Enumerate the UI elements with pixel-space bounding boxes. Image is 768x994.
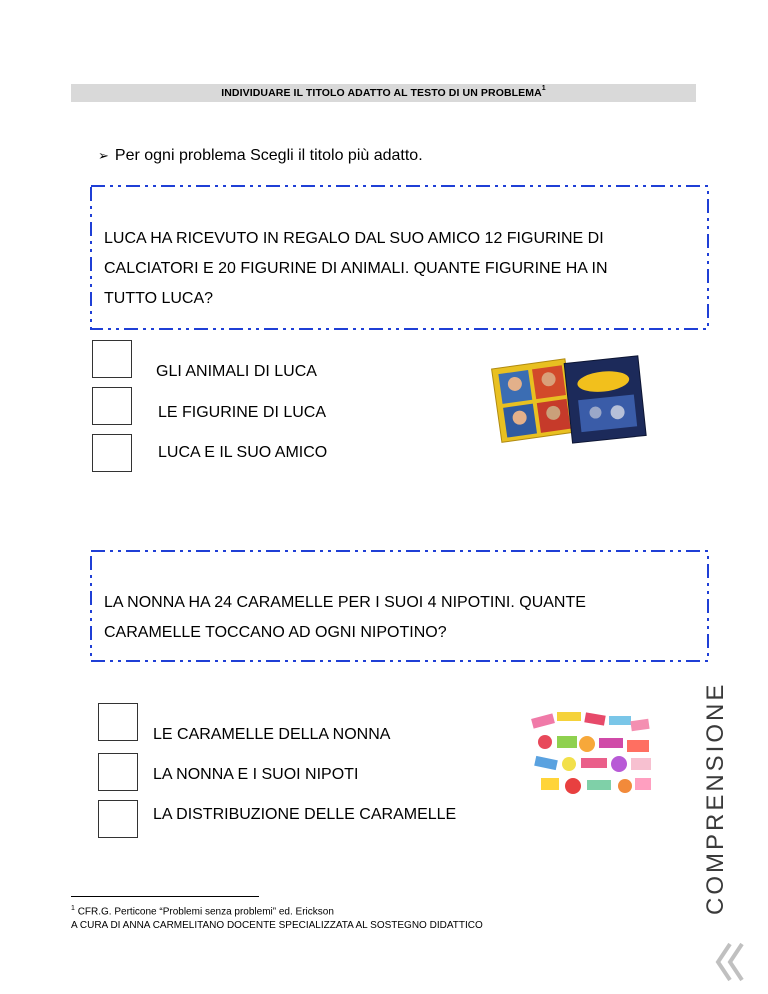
- footnote-text: CFR.G. Perticone “Problemi senza problemi” ed. Erickson: [77, 906, 334, 918]
- problem2-line: LA NONNA HA 24 CARAMELLE PER I SUOI 4 NIPOTINI. QUANTE: [104, 594, 586, 611]
- instruction-text: Per ogni problema Scegli il titolo più adatto.: [114, 147, 423, 164]
- title-text: INDIVIDUARE IL TITOLO ADATTO AL TESTO DI UN PROBLEMA: [221, 87, 542, 99]
- chevron-left-icon: [714, 940, 750, 984]
- option-label: LE CARAMELLE DELLA NONNA: [153, 726, 391, 743]
- option-checkbox[interactable]: [98, 800, 138, 838]
- footnote: [71, 905, 334, 917]
- credit: A CURA DI ANNA CARMELITANO DOCENTE SPECIALIZZATA AL SOSTEGNO DIDATTICO: [71, 920, 483, 931]
- option-label: LE FIGURINE DI LUCA: [158, 404, 327, 421]
- side-label: COMPRENSIONE: [702, 681, 729, 915]
- option-checkbox[interactable]: [92, 434, 132, 472]
- problem1-line: CALCIATORI E 20 FIGURINE DI ANIMALI. QUANTE FIGURINE HA IN: [104, 260, 608, 277]
- problem2-text: [104, 588, 586, 648]
- option-label: LA DISTRIBUZIONE DELLE CARAMELLE: [153, 806, 457, 823]
- option-checkbox[interactable]: [92, 387, 132, 425]
- sticker-packs-image: [490, 352, 652, 444]
- option-checkbox[interactable]: [98, 703, 138, 741]
- option-label: GLI ANIMALI DI LUCA: [156, 363, 317, 380]
- footnote-divider: [71, 896, 259, 897]
- instruction: [98, 147, 423, 165]
- option-checkbox[interactable]: [98, 753, 138, 791]
- problem1-text: [104, 224, 608, 314]
- problem1-line: LUCA HA RICEVUTO IN REGALO DAL SUO AMICO 12 FIGURINE DI: [104, 230, 604, 247]
- problem2-line: CARAMELLE TOCCANO AD OGNI NIPOTINO?: [104, 624, 447, 641]
- footnote-number: 1: [71, 905, 75, 912]
- page-title: [71, 84, 696, 102]
- option-label: LA NONNA E I SUOI NIPOTI: [153, 766, 359, 783]
- candies-image: [527, 708, 657, 802]
- arrow-bullet-icon: ➢: [98, 148, 109, 163]
- option-label: LUCA E IL SUO AMICO: [158, 444, 328, 461]
- problem1-line: TUTTO LUCA?: [104, 290, 214, 307]
- footnote-ref: 1: [541, 85, 546, 92]
- option-checkbox[interactable]: [92, 340, 132, 378]
